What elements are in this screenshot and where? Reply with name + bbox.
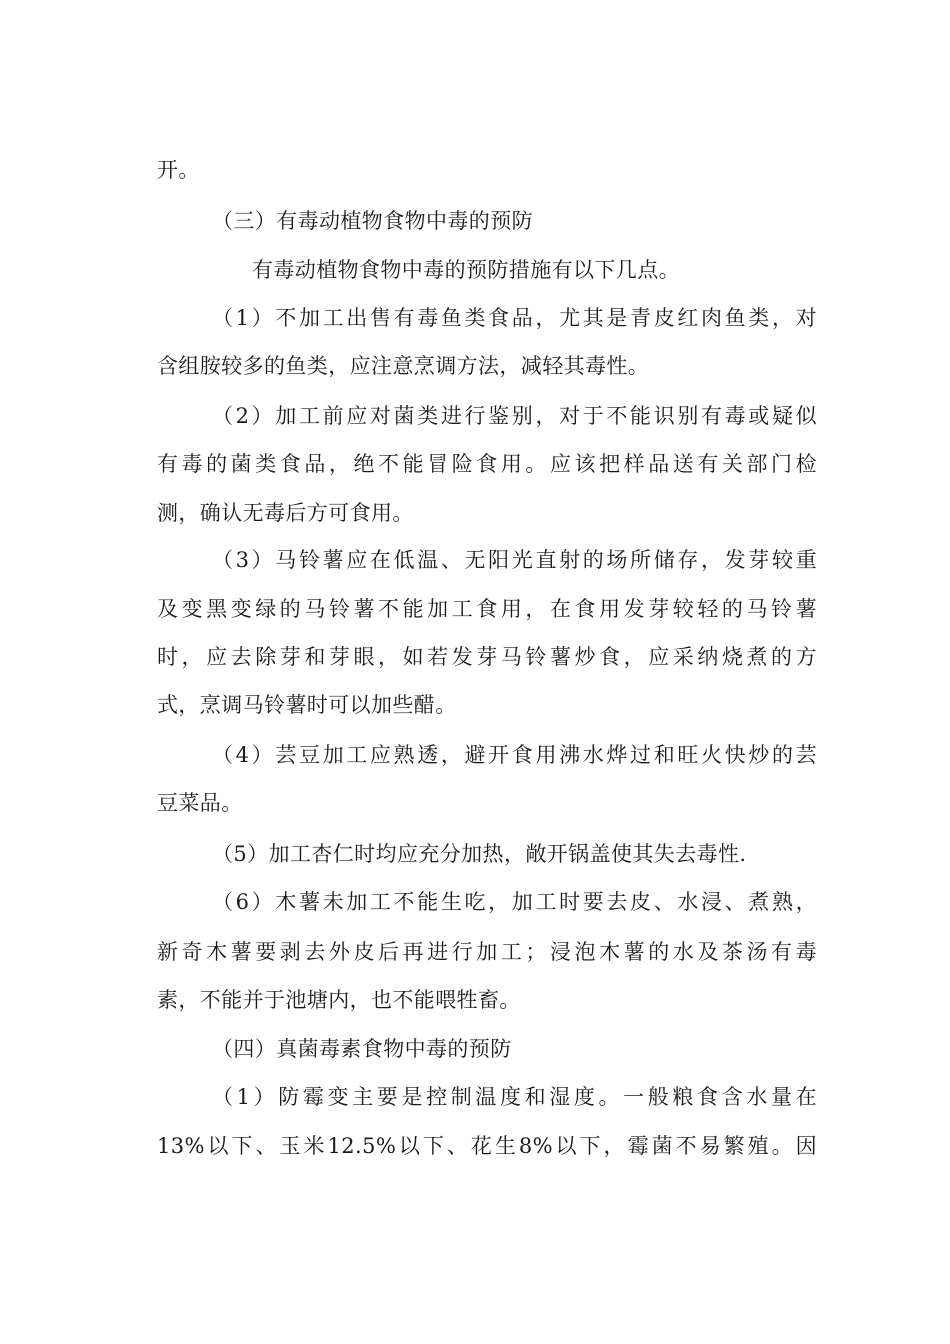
text-line-1: 开。 [157, 158, 200, 182]
text-line-11: 时，应去除芽和芽眼，如若发芽马铃薯炒食，应采纳烧煮的方 [157, 645, 817, 669]
text-line-21: 13%以下、玉米12.5%以下、花生8%以下，霉菌不易繁殖。因 [157, 1134, 817, 1158]
text-line-12: 式，烹调马铃薯时可以加些醋。 [157, 693, 457, 717]
text-line-14: 豆菜品。 [157, 791, 243, 815]
text-line-3: 有毒动植物食物中毒的预防措施有以下几点。 [252, 258, 680, 282]
text-line-13: （4）芸豆加工应熟透，避开食用沸水烨过和旺火快炒的芸 [212, 743, 817, 767]
text-line-4: （1）不加工出售有毒鱼类食品，尤其是青皮红肉鱼类，对 [212, 306, 817, 330]
text-line-16: （6）木薯未加工不能生吃，加工时要去皮、水浸、煮熟， [212, 890, 817, 914]
text-line-10: 及变黑变绿的马铃薯不能加工食用，在食用发芽较轻的马铃薯 [157, 597, 817, 621]
text-line-9: （3）马铃薯应在低温、无阳光直射的场所储存，发芽较重 [212, 548, 817, 572]
section-heading-4: （四）真菌毒素食物中毒的预防 [212, 1037, 512, 1061]
text-line-18: 素，不能并于池塘内，也不能喂牲畜。 [157, 988, 521, 1012]
text-line-7: 有毒的菌类食品，绝不能冒险食用。应该把样品送有关部门检 [157, 452, 817, 476]
text-line-15: （5）加工杏仁时均应充分加热，敞开锅盖使其失去毒性. [212, 842, 747, 866]
text-line-20: （1）防霉变主要是控制温度和湿度。一般粮食含水量在 [212, 1085, 817, 1109]
text-line-5: 含组胺较多的鱼类，应注意烹调方法，减轻其毒性。 [157, 354, 650, 378]
text-line-17: 新奇木薯要剥去外皮后再进行加工；浸泡木薯的水及茶汤有毒 [157, 940, 817, 964]
section-heading-3: （三）有毒动植物食物中毒的预防 [212, 209, 533, 233]
text-line-6: （2）加工前应对菌类进行鉴别，对于不能识别有毒或疑似 [212, 404, 817, 428]
text-line-8: 测，确认无毒后方可食用。 [157, 501, 414, 525]
